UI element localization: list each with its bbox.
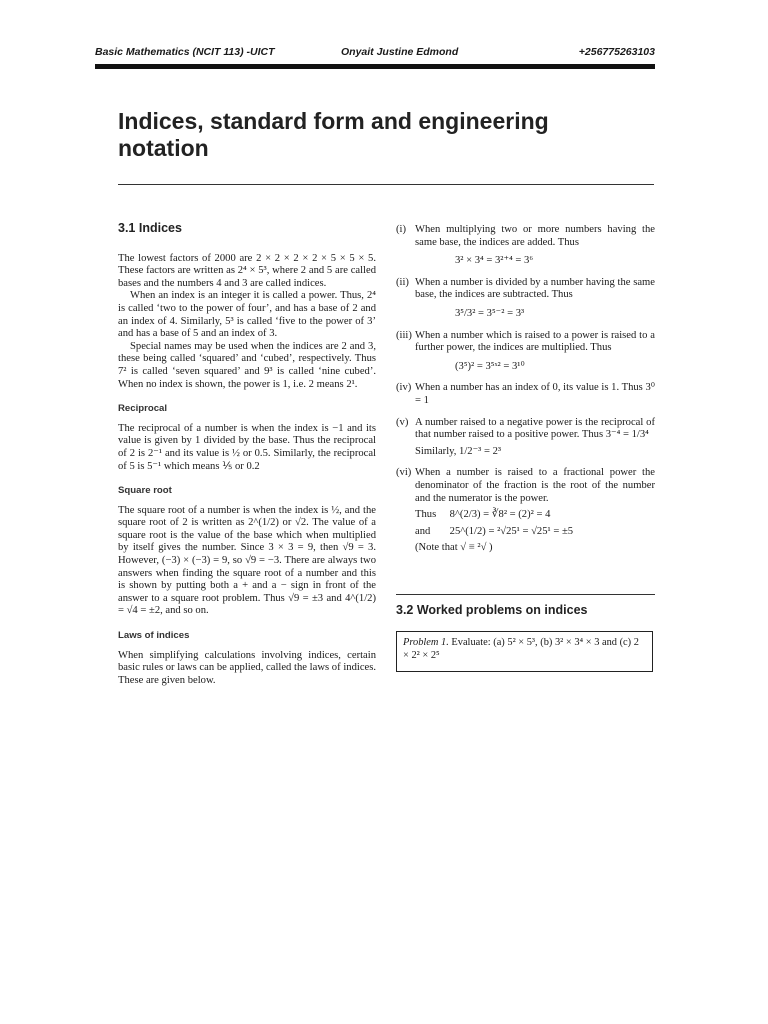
section-3-1-heading: 3.1 Indices: [118, 221, 182, 235]
left-column: [118, 222, 376, 687]
law-item: [396, 467, 655, 555]
page-header: [95, 46, 655, 66]
title-divider: [118, 184, 654, 185]
law-equation: 3² × 3⁴ = 3²⁺⁴ = 3⁶: [455, 255, 534, 267]
chapter-title: Indices, standard form and engineering notation: [118, 108, 549, 161]
indices-paragraph-3: Special names may be used when the indices are 2 and 3, these being called ‘squared’ and ‘cubed’, respectively. Thus 7² is called ‘seven squared’ and 9³ is called ‘nine cubed’. When no index is shown, the power is 1, i.e. 2 means 2¹.: [118, 340, 376, 390]
law-equation-row: [415, 526, 655, 539]
header-course: Basic Mathematics (NCIT 113) -UICT: [95, 46, 275, 58]
law-number: (iii): [396, 329, 412, 341]
law-text: When multiplying two or more numbers having the same base, the indices are added. Thus: [415, 224, 655, 248]
problem-text: Evaluate: (a) 5² × 5³, (b) 3² × 3⁴ × 3 and (c) 2 × 2² × 2⁵: [403, 637, 639, 661]
law-number: (v): [396, 416, 409, 428]
law-equation: 25^(1/2) = ²√25¹ = √25¹ = ±5: [449, 525, 574, 537]
law-number: (vi): [396, 467, 412, 479]
section-3-2-heading: 3.2 Worked problems on indices: [396, 603, 588, 617]
laws-intro-text: When simplifying calculations involving indices, certain basic rules or laws can be applied, called the laws of indices. These are given below.: [118, 649, 376, 686]
law-number: (iv): [396, 382, 412, 394]
law-item: [396, 277, 655, 321]
law-number: (ii): [396, 276, 409, 288]
indices-paragraph-1: The lowest factors of 2000 are 2 × 2 × 2 × 2 × 5 × 5 × 5. These factors are written as 2⁴ × 5³, where 2 and 5 are called bases and the numbers 4 and 3 are called indices.: [118, 252, 376, 289]
law-number: (i): [396, 224, 406, 235]
header-author: Onyait Justine Edmond: [341, 46, 459, 58]
right-column: [396, 224, 655, 564]
square-root-heading: Square root: [118, 485, 172, 497]
header-divider: [95, 64, 655, 69]
square-root-text: The square root of a number is when the index is ½, and the square root of 2 is written as 2^(1/2) or √2. The value of a square root is the value of the base which when multiplied by itself gives the number. Since 3 × 3 = 9, then √9 = 3. However, (−3) × (−3) = 9, so √9 = −3. There are always two answers when finding the square root of a number and this is shown by putting both a + and a − sign in front of the answer to a square root problem. Thus √9 = ±3 and 4^(1/2) = √4 = ±2, and so on.: [118, 504, 376, 617]
reciprocal-heading: Reciprocal: [118, 403, 168, 415]
law-item: [396, 330, 655, 374]
law-text: When a number which is raised to a power is raised to a further power, the indices are multiplied. Thus: [415, 329, 655, 354]
law-text: When a number is raised to a fractional power the denominator of the fraction is the root of the number and the numerator is the power.: [415, 467, 655, 504]
section-3-2-divider: [396, 594, 655, 595]
reciprocal-text: The reciprocal of a number is when the index is −1 and its value is given by 1 divided by the base. Thus the reciprocal of 2 is 2⁻¹ and its value is ½ or 0.5. Similarly, the reciprocal of 5 is 5⁻¹ which means ⅕ or 0.2: [118, 422, 376, 472]
laws-heading: Laws of indices: [118, 630, 190, 642]
law-item: [396, 417, 655, 459]
law-text: A number raised to a negative power is the reciprocal of that number raised to a positive power. Thus 3⁻⁴ = 1/3⁴: [415, 416, 655, 441]
problem-box: [396, 631, 653, 672]
law-note: (Note that √ ≡ ²√ ): [415, 542, 493, 554]
law-item: [396, 382, 655, 407]
law-equation: (3⁵)² = 3⁵ˣ² = 3¹⁰: [455, 360, 525, 372]
law-equation-row: [415, 509, 655, 522]
problem-label: Problem 1.: [403, 637, 449, 648]
law-item: [396, 224, 655, 268]
law-text: When a number is divided by a number having the same base, the indices are subtracted. Thus: [415, 276, 655, 301]
equation-label: and: [415, 525, 431, 537]
law-text: When a number has an index of 0, its value is 1. Thus 3⁰ = 1: [415, 382, 655, 406]
law-equation: Similarly, 1/2⁻³ = 2³: [415, 445, 502, 457]
header-phone: +256775263103: [578, 46, 655, 58]
law-equation: 3⁵/3² = 3⁵⁻² = 3³: [455, 307, 525, 319]
equation-label: Thus: [415, 509, 437, 521]
indices-paragraph-2: When an index is an integer it is called a power. Thus, 2⁴ is called ‘two to the power of four’, and has a base of 2 and an index of 4. Similarly, 5³ is called ‘five to the power of 3’ and has a base of 5 and an index of 3.: [118, 290, 376, 340]
law-equation: 8^(2/3) = ∛8² = (2)² = 4: [449, 509, 551, 521]
